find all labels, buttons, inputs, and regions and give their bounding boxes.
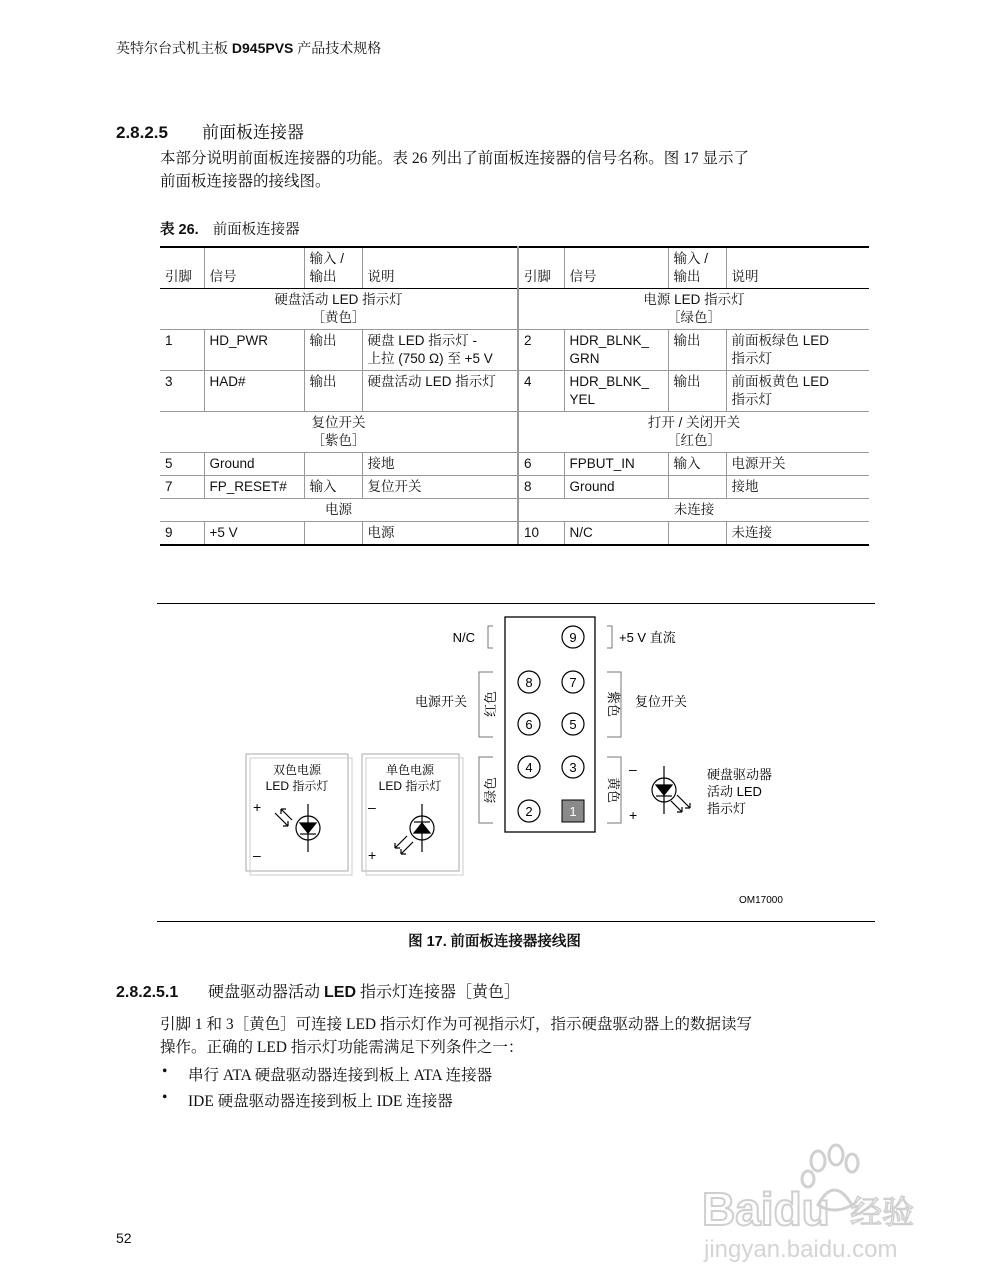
header-model: D945PVS [231,40,294,56]
group-row [160,412,869,453]
minus-sign: – [368,799,376,815]
pin-1 [562,800,584,822]
header-title-prefix: 英特尔台式机主板 [116,40,228,56]
intro-line-1: 本部分说明前面板连接器的功能。表 26 列出了前面板连接器的信号名称。图 17 显示了 [160,150,750,167]
hd-led-line2: 活动 LED [707,784,762,799]
watermark-url: jingyan.baidu.com [704,1236,898,1263]
table-row [160,330,869,371]
cell-pin: 5 [160,453,204,476]
pin-9 [562,626,584,648]
subsection-title-a: 硬盘驱动器活动 [208,984,321,1001]
cell-io: 输出 [668,371,726,412]
cell-pin: 10 [518,522,564,546]
cell-io: 输入 [668,453,726,476]
watermark-brand: Baidu [702,1183,830,1235]
cell-io: 输出 [304,330,362,371]
pin-3 [562,756,584,778]
label-green: 绿色 [483,776,498,804]
group-power: 电源 [160,499,518,522]
group-power-led [518,289,869,330]
table-row [160,453,869,476]
plus-sign: + [368,847,377,863]
cell-signal: N/C [564,522,668,546]
dual-led-line2: LED 指示灯 [265,779,329,793]
figure-caption-title: 前面板连接器接线图 [450,934,581,950]
cell-signal [564,330,668,371]
table-row [160,522,869,546]
figure-code: OM17000 [739,895,783,906]
cell-io [668,522,726,546]
cell-desc: 电源开关 [726,453,869,476]
figure-caption-number: 图 17. [408,934,447,950]
cell-io: 输出 [304,371,362,412]
cell-signal: FPBUT_IN [564,453,668,476]
cell-signal-line2: YEL [569,392,596,407]
svg-text:2: 2 [525,804,533,819]
col-io [668,247,726,289]
col-io-line2: 输出 [673,269,701,284]
section-heading [116,118,304,143]
dual-led-line1: 双色电源 [272,763,322,777]
subsection-heading [116,979,520,1002]
col-io-line2: 输出 [309,269,337,284]
hd-led-symbol-icon [652,766,690,814]
connector-diagram [157,604,875,921]
group-onoff-title: 打开 / 关闭开关 [647,415,741,430]
list-item: • IDE 硬盘驱动器连接到板上 IDE 连接器 [160,1089,492,1115]
dual-color-led-box [246,754,352,875]
group-power-led-title: 电源 LED 指示灯 [643,292,745,307]
group-row [160,289,869,330]
cell-io [304,522,362,546]
group-reset-title: 复位开关 [311,415,366,430]
pin-6 [518,713,540,735]
cell-pin: 1 [160,330,204,371]
col-io [304,247,362,289]
cell-signal: FP_RESET# [204,476,304,499]
group-reset [160,412,518,453]
pin-4 [518,756,540,778]
watermark-cn: 经验 [850,1194,915,1230]
bullet-list [160,1063,492,1115]
single-led-line1: 单色电源 [385,763,435,777]
cell-pin: 2 [518,330,564,371]
cell-signal-line2: GRN [569,351,600,366]
subsection-title-c: 指示灯连接器［黄色］ [360,984,521,1001]
svg-text:3: 3 [569,760,577,775]
cell-desc: 接地 [726,476,869,499]
col-signal: 信号 [564,247,668,289]
cell-desc-line2: 指示灯 [731,351,772,366]
intro-line-2: 前面板连接器的接线图。 [160,173,331,190]
cell-signal-line1: HDR_BLNK_ [569,374,650,389]
group-hd-led-color: ［黄色］ [311,310,366,325]
cell-io [668,476,726,499]
col-desc: 说明 [362,247,518,289]
svg-text:9: 9 [569,630,577,645]
label-power-switch: 电源开关 [414,694,467,709]
col-pin: 引脚 [160,247,204,289]
group-onoff-color: ［红色］ [667,433,721,448]
cell-desc: 电源 [362,522,518,546]
label-reset-switch: 复位开关 [635,694,688,709]
label-5v: +5 V 直流 [619,630,676,645]
svg-text:8: 8 [525,675,533,690]
col-pin: 引脚 [518,247,564,289]
cell-pin: 8 [518,476,564,499]
cell-pin: 9 [160,522,204,546]
table-caption [160,218,300,239]
group-power-led-color: ［绿色］ [667,310,721,325]
section-intro [160,147,860,193]
label-red: 红色 [483,690,498,718]
hd-led-line3: 指示灯 [707,801,747,816]
baidu-watermark-logo [700,1135,940,1265]
hd-led-line1: 硬盘驱动器 [707,767,773,782]
cell-signal: HAD# [204,371,304,412]
plus-sign: + [253,799,262,815]
cell-desc-line1: 前面板绿色 LED [731,333,830,348]
cell-desc: 未连接 [726,522,869,546]
group-hd-led [160,289,518,330]
svg-text:1: 1 [569,804,577,819]
cell-desc [726,330,869,371]
col-io-line1: 输入 / [309,251,345,266]
single-color-led-box [362,754,463,875]
cell-signal: +5 V [204,522,304,546]
subsection-line-2: 操作。正确的 LED 指示灯功能需满足下列条件之一： [160,1039,524,1056]
cell-pin: 3 [160,371,204,412]
table-caption-title: 前面板连接器 [212,222,300,238]
cell-signal: Ground [204,453,304,476]
table-row [160,476,869,499]
figure-frame [157,603,875,922]
cell-desc-line2: 上拉 (750 Ω) 至 +5 V [367,351,493,366]
pin-5 [562,713,584,735]
col-desc: 说明 [726,247,869,289]
group-onoff [518,412,869,453]
cell-io: 输入 [304,476,362,499]
cell-pin: 6 [518,453,564,476]
group-nc: 未连接 [518,499,869,522]
table-header-row [160,247,869,289]
col-signal: 信号 [204,247,304,289]
svg-text:6: 6 [525,717,533,732]
cell-desc: 接地 [362,453,518,476]
cell-desc [726,371,869,412]
svg-text:5: 5 [569,717,577,732]
section-number: 2.8.2.5 [116,123,168,142]
cell-desc-line2: 指示灯 [731,392,772,407]
hd-plus-sign: + [629,807,638,823]
cell-signal-line1: HDR_BLNK_ [569,333,650,348]
minus-sign: – [253,847,261,863]
running-header [116,38,381,58]
cell-signal: HD_PWR [204,330,304,371]
list-item: • 串行 ATA 硬盘驱动器连接到板上 ATA 连接器 [160,1063,492,1089]
table-caption-number: 表 26. [160,222,199,238]
cell-desc: 复位开关 [362,476,518,499]
figure-caption [0,930,989,951]
col-io-line1: 输入 / [673,251,709,266]
cell-pin: 7 [160,476,204,499]
cell-io: 输出 [668,330,726,371]
cell-desc: 硬盘活动 LED 指示灯 [362,371,518,412]
subsection-line-1: 引脚 1 和 3［黄色］可连接 LED 指示灯作为可视指示灯，指示硬盘驱动器上的数据读写 [160,1016,753,1033]
pin-2 [518,800,540,822]
pin-8 [518,671,540,693]
group-row [160,499,869,522]
cell-signal [564,371,668,412]
hd-minus-sign: – [629,761,637,777]
single-led-line2: LED 指示灯 [378,779,442,793]
svg-text:7: 7 [569,675,577,690]
header-title-suffix: 产品技术规格 [297,40,382,56]
cell-signal: Ground [564,476,668,499]
subsection-title-b: LED [324,984,357,1001]
pin-table [160,246,869,546]
section-title: 前面板连接器 [202,123,304,142]
svg-text:4: 4 [525,760,533,775]
subsection-number: 2.8.2.5.1 [116,984,179,1001]
label-nc: N/C [452,630,475,645]
label-yellow: 黄色 [606,776,621,804]
label-purple: 紫色 [606,690,621,718]
cell-io [304,453,362,476]
group-hd-led-title: 硬盘活动 LED 指示灯 [274,292,403,307]
cell-desc-line1: 硬盘 LED 指示灯 - [367,333,478,348]
table-row [160,371,869,412]
cell-pin: 4 [518,371,564,412]
pin-7 [562,671,584,693]
cell-desc [362,330,518,371]
subsection-paragraph [160,1013,860,1059]
cell-desc-line1: 前面板黄色 LED [731,374,830,389]
page-number: 52 [116,1230,132,1246]
group-reset-color: ［紫色］ [311,433,366,448]
